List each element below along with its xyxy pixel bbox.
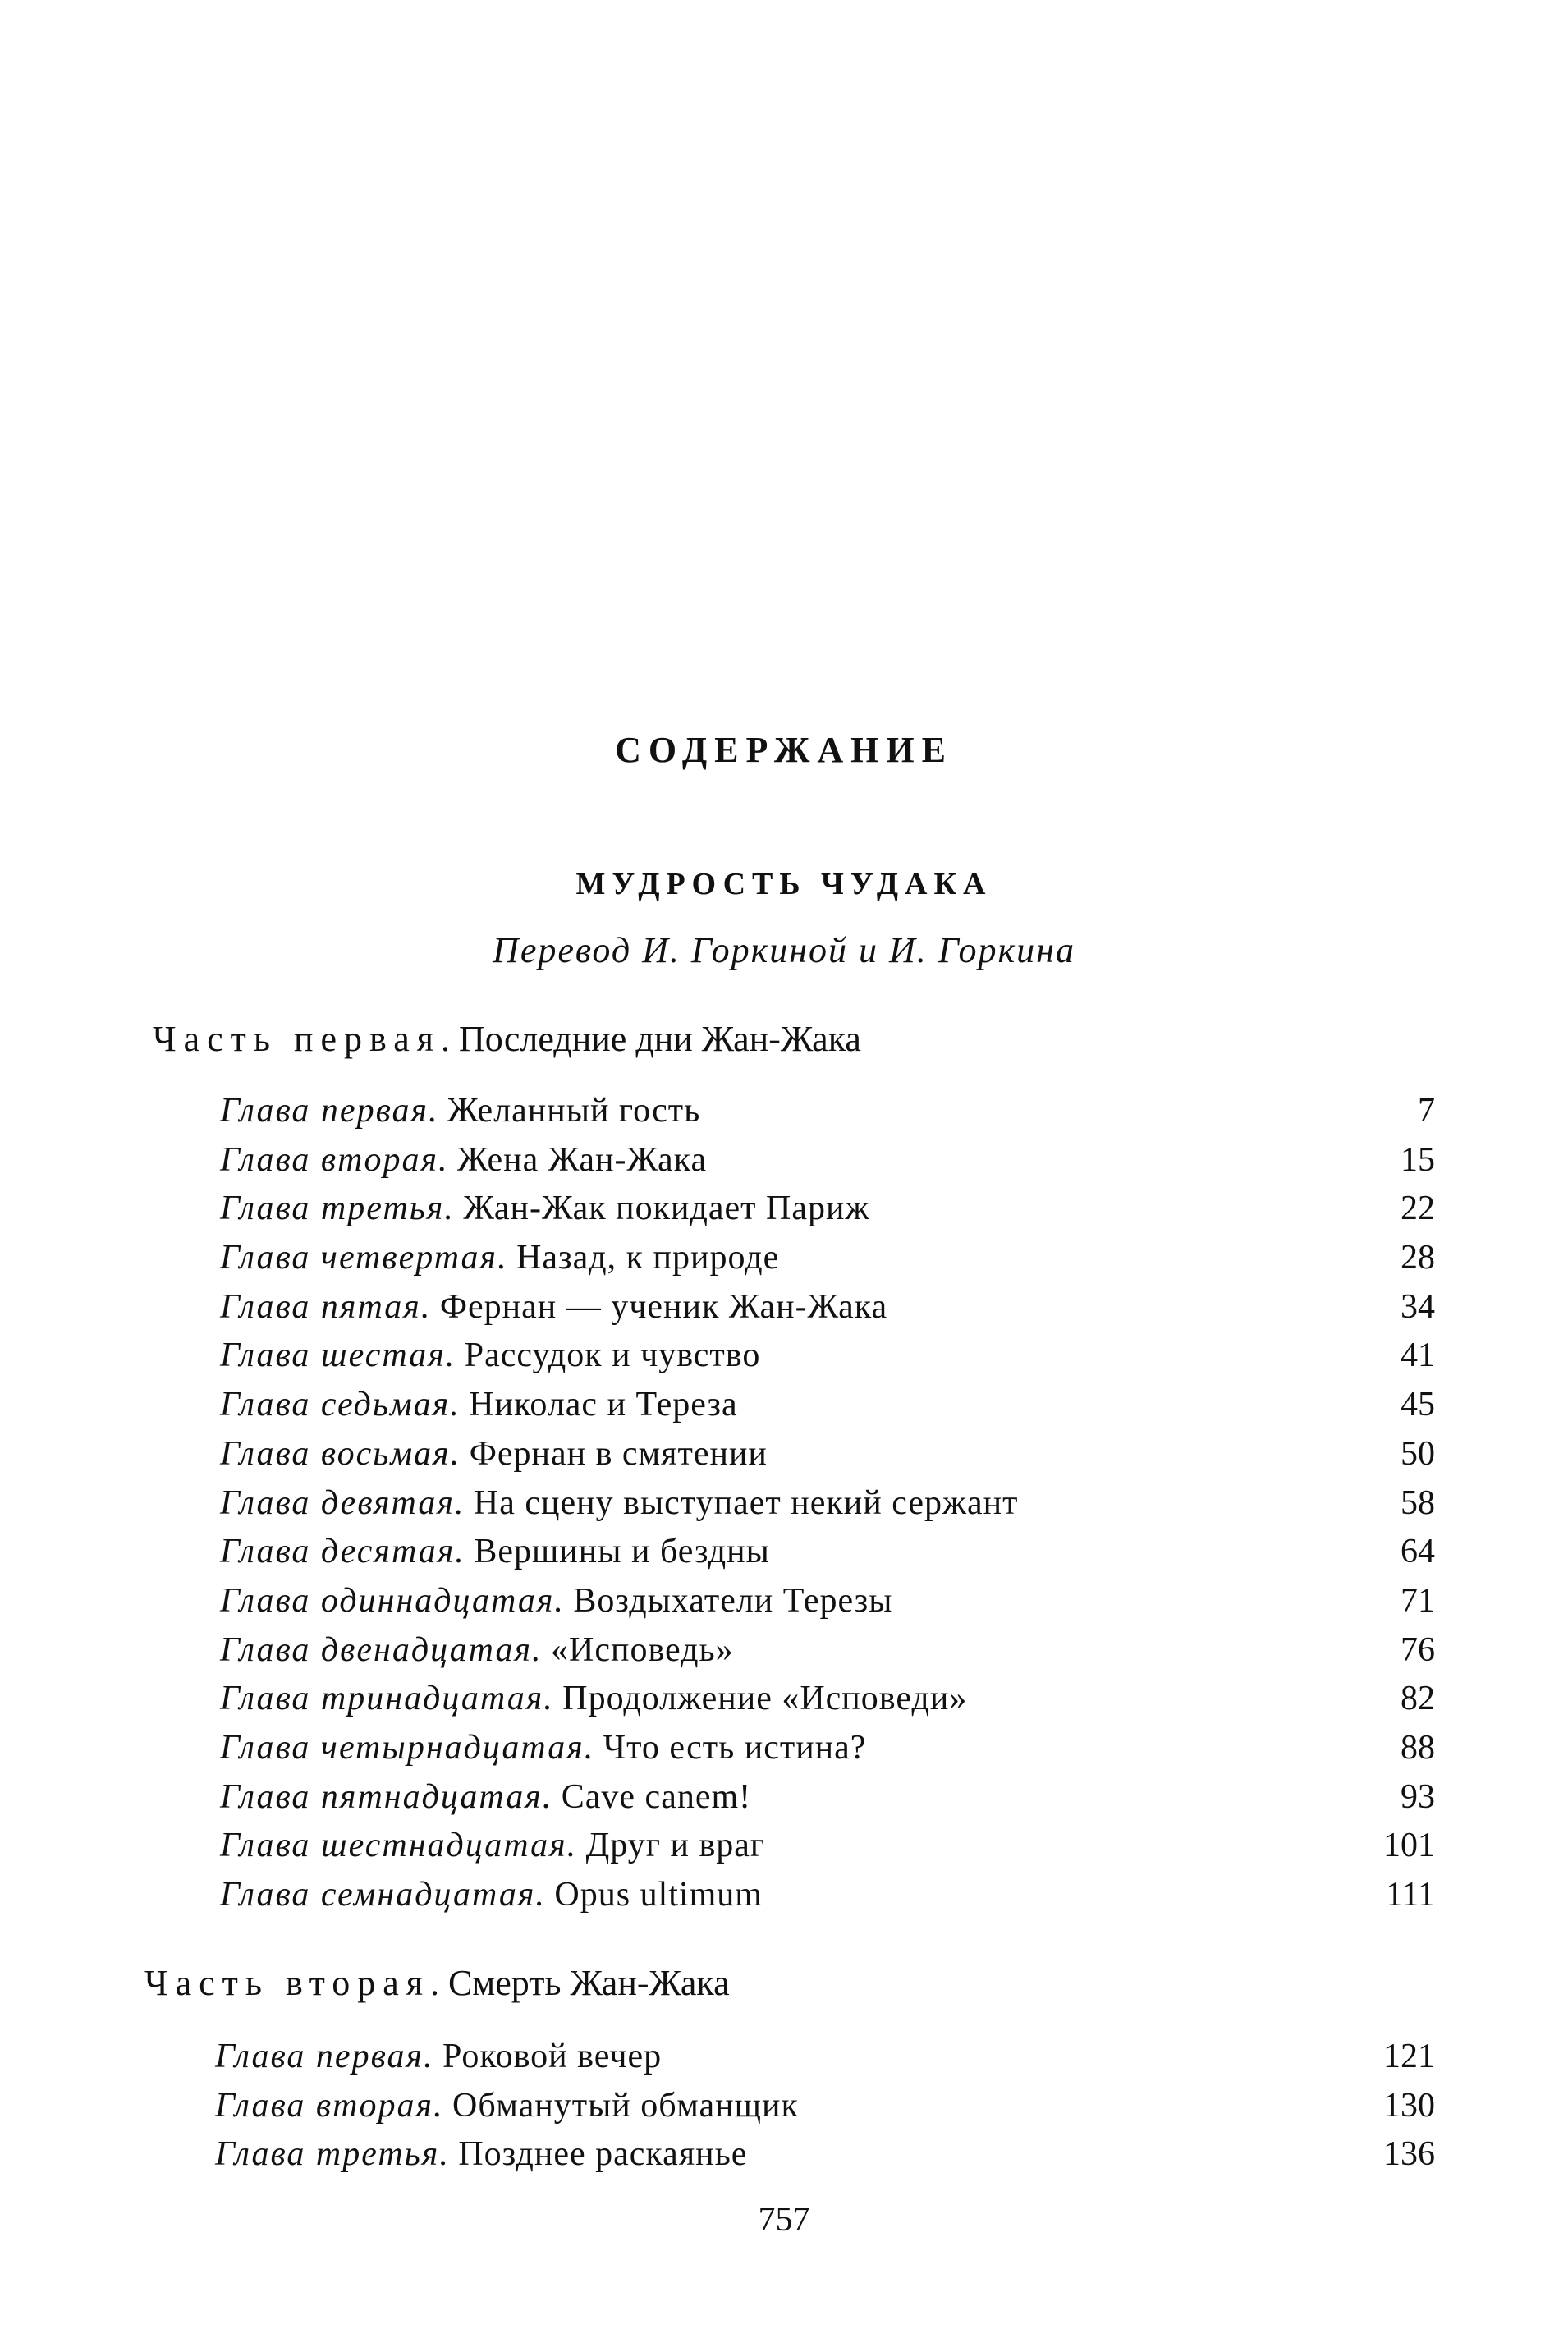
page-ref: 41 (1401, 1336, 1435, 1375)
chapter-label: Глава шестая. (220, 1336, 456, 1375)
chapter-title: Opus ultimum (554, 1876, 763, 1914)
toc-entry[interactable] (215, 2082, 1435, 2131)
part-title: Смерть Жан-Жака (448, 1963, 730, 2003)
toc-entry[interactable] (220, 1479, 1435, 1529)
chapter-label: Глава третья. (215, 2135, 450, 2174)
chapter-title: Желанный гость (447, 1092, 701, 1130)
contents-heading: СОДЕРЖАНИЕ (615, 730, 953, 770)
translator-credit: Перевод И. Горкиной и И. Горкина (493, 930, 1075, 970)
chapter-title: Обманутый обманщик (452, 2086, 799, 2125)
page-ref: 71 (1401, 1581, 1435, 1620)
chapter-title: Вершины и бездны (474, 1533, 770, 1571)
chapter-title: Николас и Тереза (469, 1386, 738, 1424)
page-ref: 111 (1386, 1876, 1435, 1914)
toc-entry[interactable] (220, 1185, 1435, 1234)
chapter-label: Глава десятая. (220, 1533, 465, 1571)
chapter-title: Рассудок и чувство (464, 1336, 761, 1375)
chapter-title: Друг и враг (585, 1827, 766, 1865)
chapter-list (215, 2033, 1435, 2180)
toc-entry[interactable] (220, 1626, 1435, 1676)
chapter-title: На сцену выступает некий сержант (473, 1483, 1019, 1522)
toc-entry[interactable] (220, 1430, 1435, 1479)
part-title: Последние дни Жан-Жака (459, 1019, 861, 1059)
chapter-label: Глава третья. (220, 1190, 455, 1228)
chapter-label: Глава вторая. (220, 1140, 449, 1179)
chapter-title: Роковой вечер (442, 2038, 663, 2075)
chapter-list (220, 1087, 1435, 1920)
chapter-label: Глава четвертая. (220, 1239, 508, 1277)
chapter-label: Глава восьмая. (220, 1434, 461, 1473)
part-label: Часть первая (153, 1019, 441, 1059)
part-label: Часть вторая (144, 1963, 431, 2003)
chapter-title: Позднее раскаянье (458, 2135, 748, 2174)
toc-entry[interactable] (215, 2033, 1435, 2082)
toc-entry[interactable] (220, 1822, 1435, 1871)
chapter-label: Глава первая. (220, 1092, 439, 1130)
chapter-label: Глава одиннадцатая. (220, 1581, 565, 1620)
page-ref: 34 (1401, 1287, 1435, 1326)
page-ref: 22 (1401, 1190, 1435, 1228)
chapter-label: Глава девятая. (220, 1483, 465, 1522)
chapter-title: Жена Жан-Жака (457, 1140, 708, 1179)
page-ref: 76 (1401, 1630, 1435, 1669)
toc-entry[interactable] (220, 1871, 1435, 1920)
page-ref: 121 (1383, 2038, 1435, 2075)
toc-entry[interactable] (220, 1283, 1435, 1332)
work-title: МУДРОСТЬ ЧУДАКА (575, 867, 993, 901)
page-ref: 93 (1401, 1777, 1435, 1816)
chapter-title: Назад, к природе (516, 1239, 780, 1277)
chapter-label: Глава пятая. (220, 1287, 432, 1326)
toc-entry[interactable] (220, 1087, 1435, 1136)
page-ref: 136 (1383, 2135, 1435, 2174)
toc-entry[interactable] (220, 1724, 1435, 1773)
page-ref: 15 (1401, 1140, 1435, 1179)
toc-entry[interactable] (220, 1234, 1435, 1283)
page-ref: 64 (1401, 1533, 1435, 1571)
chapter-label: Глава вторая. (215, 2086, 444, 2125)
toc-entry[interactable] (220, 1136, 1435, 1185)
chapter-title: Продолжение «Исповеди» (562, 1680, 968, 1718)
chapter-label: Глава тринадцатая. (220, 1680, 554, 1718)
chapter-title: «Исповедь» (551, 1630, 734, 1669)
page-ref: 88 (1401, 1728, 1435, 1767)
page-number: 757 (758, 2201, 810, 2239)
toc-entry[interactable] (220, 1381, 1435, 1430)
chapter-label: Глава первая. (215, 2038, 434, 2075)
part-header: Часть вторая. Смерть Жан-Жака (144, 1963, 730, 2003)
chapter-label: Глава пятнадцатая. (220, 1777, 553, 1816)
chapter-label: Глава семнадцатая. (220, 1876, 546, 1914)
page-ref: 28 (1401, 1239, 1435, 1277)
page-ref: 45 (1401, 1386, 1435, 1424)
chapter-label: Глава двенадцатая. (220, 1630, 543, 1669)
toc-entry[interactable] (220, 1675, 1435, 1724)
chapter-title: Воздыхатели Терезы (573, 1581, 893, 1620)
page-ref: 130 (1383, 2086, 1435, 2125)
chapter-title: Cave canem! (561, 1777, 752, 1816)
page-ref: 50 (1401, 1434, 1435, 1473)
toc-entry[interactable] (215, 2130, 1435, 2180)
toc-entry[interactable] (220, 1332, 1435, 1381)
chapter-title: Что есть истина? (603, 1728, 867, 1767)
chapter-title: Фернан — ученик Жан-Жака (439, 1287, 888, 1326)
page-ref: 7 (1418, 1092, 1435, 1130)
chapter-title: Жан-Жак покидает Париж (463, 1190, 870, 1228)
chapter-label: Глава четырнадцатая. (220, 1728, 595, 1767)
page-ref: 82 (1401, 1680, 1435, 1718)
chapter-label: Глава седьмая. (220, 1386, 461, 1424)
toc-entry[interactable] (220, 1773, 1435, 1822)
page-ref: 58 (1401, 1483, 1435, 1522)
part-header: Часть первая. Последние дни Жан-Жака (153, 1019, 861, 1059)
chapter-title: Фернан в смятении (469, 1434, 768, 1473)
toc-entry[interactable] (220, 1528, 1435, 1577)
toc-entry[interactable] (220, 1577, 1435, 1626)
chapter-label: Глава шестнадцатая. (220, 1827, 578, 1865)
page-ref: 101 (1383, 1827, 1435, 1865)
